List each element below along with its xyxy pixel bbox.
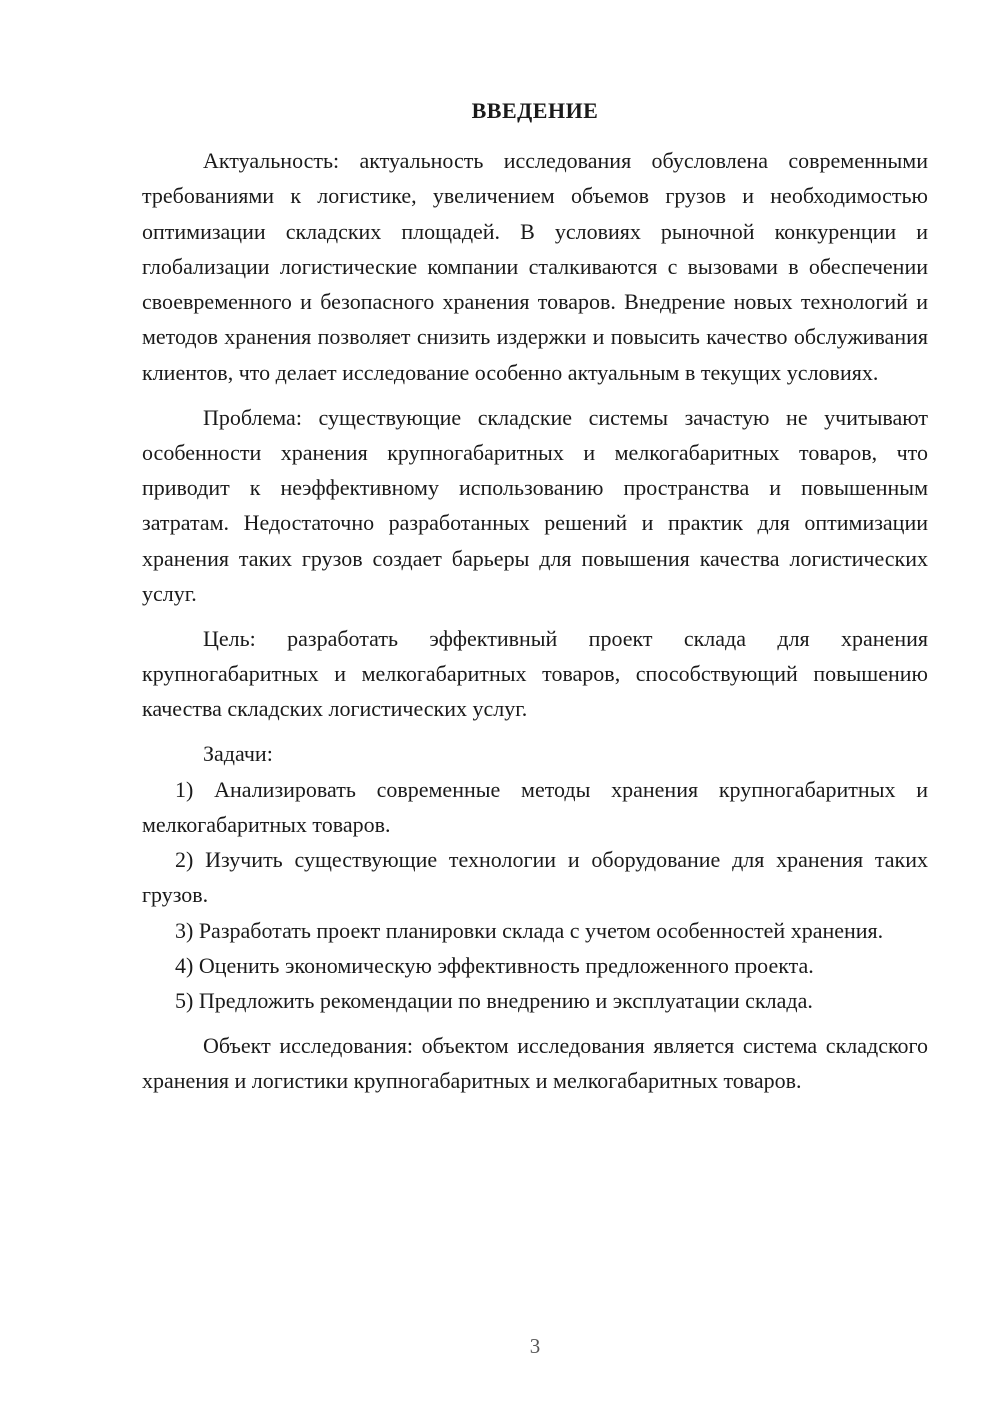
document-body (142, 143, 928, 1099)
paragraph-object: Объект исследования: объектом исследования является система складского хранения и логистики крупногабаритных и мелкогабаритных товаров. (142, 1033, 928, 1094)
task-item-5: 5) Предложить рекомендации по внедрению и эксплуатации склада. (175, 988, 813, 1014)
task-item-4: 4) Оценить экономическую эффективность предложенного проекта. (175, 953, 814, 979)
paragraph-tasks-heading: Задачи: (203, 741, 273, 767)
page-title: ВВЕДЕНИЕ (471, 98, 599, 123)
paragraph-goal: Цель: разработать эффективный проект склада для хранения крупногабаритных и мелкогабаритных товаров, способствующий повышению качества складских логистических услуг. (142, 625, 928, 722)
task-item-1: 1) Анализировать современные методы хранения крупногабаритных и мелкогабаритных товаров. (142, 776, 928, 837)
paragraph-problem: Проблема: существующие складские системы зачастую не учитывают особенности хранения крупногабаритных и мелкогабаритных товаров, что приводит к неэффективному использованию пространства и повышенным затратам. Недостаточно разработанных решений и практик для оптимизации хранения таких грузов создает барьеры для повышения качества логистических услуг. (142, 404, 928, 607)
paragraph-relevance: Актуальность: актуальность исследования обусловлена современными требованиями к логистике, увеличением объемов грузов и необходимостью оптимизации складских площадей. В условиях рыночной конкуренции и глобализации логистические компании сталкиваются с вызовами в обеспечении своевременного и безопасного хранения товаров. Внедрение новых технологий и методов хранения позволяет снизить издержки и повысить качество обслуживания клиентов, что делает исследование особенно актуальным в текущих условиях. (142, 148, 928, 385)
task-item-2: 2) Изучить существующие технологии и оборудование для хранения таких грузов. (142, 847, 928, 908)
page-number: 3 (529, 1334, 541, 1358)
task-item-3: 3) Разработать проект планировки склада с учетом особенностей хранения. (175, 917, 884, 943)
